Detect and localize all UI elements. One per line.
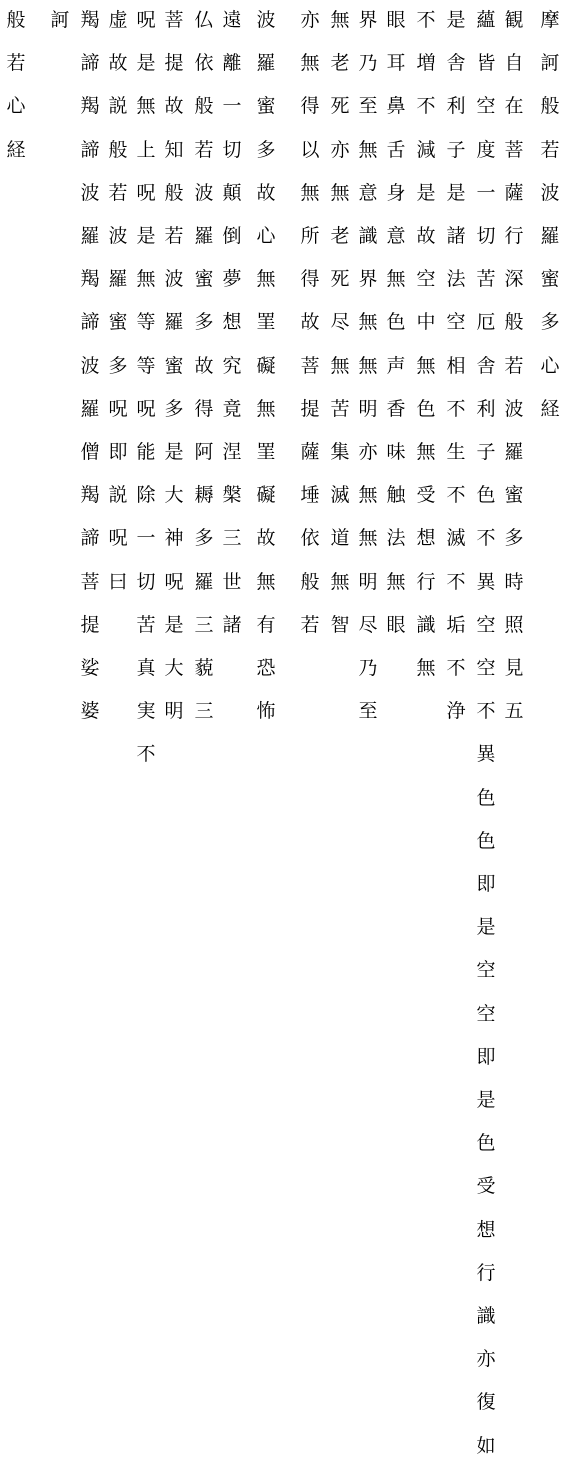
glyph: 即 — [476, 873, 496, 895]
glyph: 色 — [476, 829, 496, 852]
glyph: 老 — [330, 52, 350, 75]
glyph: 怖 — [256, 700, 276, 723]
glyph: 至 — [358, 700, 378, 723]
glyph: 等 — [136, 311, 156, 334]
glyph: 想 — [476, 1218, 496, 1241]
glyph: 行 — [476, 1261, 496, 1284]
glyph: 究 — [222, 354, 242, 377]
glyph: 罣 — [256, 311, 276, 334]
glyph: 異 — [476, 570, 496, 593]
glyph: 呪 — [136, 397, 156, 420]
glyph: 味 — [386, 441, 406, 463]
glyph: 老 — [330, 225, 350, 247]
glyph: 空 — [416, 268, 436, 291]
glyph: 眼 — [386, 613, 406, 636]
glyph: 無 — [358, 311, 378, 334]
glyph: 阿 — [194, 441, 214, 463]
glyph: 想 — [222, 311, 242, 334]
glyph: 波 — [540, 181, 560, 204]
glyph: 蜜 — [256, 95, 276, 118]
glyph: 中 — [416, 311, 436, 334]
glyph: 菩 — [504, 138, 524, 161]
glyph: 多 — [194, 311, 214, 334]
glyph: 心 — [6, 95, 26, 118]
glyph: 増 — [416, 52, 436, 75]
glyph: 死 — [330, 95, 350, 118]
glyph: 多 — [504, 527, 524, 550]
glyph: 虚 — [108, 9, 128, 31]
glyph: 羅 — [540, 225, 560, 247]
glyph: 諸 — [446, 225, 466, 247]
glyph: 埵 — [300, 484, 320, 507]
glyph: 礙 — [256, 484, 276, 507]
glyph: 大 — [164, 657, 184, 679]
glyph: 若 — [6, 52, 26, 75]
glyph: 明 — [358, 570, 378, 593]
glyph: 蜜 — [504, 484, 524, 507]
glyph: 真 — [136, 657, 156, 679]
glyph: 提 — [164, 52, 184, 75]
glyph: 諦 — [80, 311, 100, 334]
glyph: 蜜 — [108, 311, 128, 334]
glyph: 般 — [108, 138, 128, 161]
glyph: 摩 — [540, 9, 560, 31]
glyph: 不 — [416, 9, 436, 31]
glyph: 故 — [164, 95, 184, 118]
glyph: 若 — [108, 181, 128, 204]
glyph: 以 — [300, 138, 320, 161]
glyph: 有 — [256, 613, 276, 636]
glyph: 無 — [256, 268, 276, 291]
glyph: 是 — [476, 1089, 496, 1111]
glyph: 不 — [446, 570, 466, 593]
glyph: 亦 — [300, 9, 320, 31]
glyph: 不 — [136, 743, 156, 766]
glyph: 色 — [476, 786, 496, 809]
glyph: 菩 — [80, 570, 100, 593]
glyph: 倒 — [222, 225, 242, 247]
glyph: 故 — [256, 527, 276, 550]
glyph: 故 — [108, 52, 128, 75]
glyph: 般 — [6, 9, 26, 31]
glyph: 苦 — [330, 397, 350, 420]
glyph: 観 — [504, 9, 524, 31]
glyph: 眼 — [386, 9, 406, 31]
glyph: 照 — [504, 613, 524, 636]
glyph: 無 — [136, 268, 156, 291]
glyph: 不 — [446, 484, 466, 507]
glyph: 時 — [504, 570, 524, 593]
glyph: 故 — [256, 181, 276, 204]
glyph: 曰 — [108, 570, 128, 593]
glyph: 波 — [256, 9, 276, 31]
glyph: 尽 — [358, 613, 378, 636]
glyph: 法 — [386, 527, 406, 550]
glyph: 乃 — [358, 52, 378, 75]
glyph: 薩 — [504, 181, 524, 204]
glyph: 羯 — [80, 9, 100, 31]
glyph: 得 — [300, 95, 320, 118]
glyph: 子 — [476, 441, 496, 463]
glyph: 自 — [504, 52, 524, 75]
glyph: 耨 — [194, 484, 214, 507]
glyph: 身 — [386, 181, 406, 204]
glyph: 菩 — [300, 354, 320, 377]
glyph: 見 — [504, 657, 524, 679]
glyph: 一 — [136, 527, 156, 550]
glyph: 識 — [476, 1305, 496, 1327]
glyph: 多 — [108, 354, 128, 377]
glyph: 故 — [194, 354, 214, 377]
glyph: 皆 — [476, 52, 496, 75]
glyph: 心 — [256, 225, 276, 247]
glyph: 滅 — [330, 484, 350, 507]
glyph: 明 — [164, 700, 184, 723]
glyph: 空 — [476, 1002, 496, 1025]
glyph: 香 — [386, 397, 406, 420]
glyph: 一 — [476, 181, 496, 204]
glyph: 想 — [416, 527, 436, 550]
glyph: 識 — [416, 613, 436, 636]
glyph: 若 — [300, 613, 320, 636]
glyph: 減 — [416, 138, 436, 161]
glyph: 舎 — [446, 52, 466, 75]
glyph: 苦 — [476, 268, 496, 291]
glyph: 相 — [446, 354, 466, 377]
glyph: 提 — [300, 397, 320, 420]
glyph: 無 — [358, 354, 378, 377]
glyph: 無 — [256, 570, 276, 593]
glyph: 遠 — [222, 9, 242, 31]
glyph: 浄 — [446, 700, 466, 723]
glyph: 婆 — [80, 700, 100, 723]
glyph: 多 — [256, 138, 276, 161]
glyph: 訶 — [540, 52, 560, 75]
glyph: 蘊 — [476, 9, 496, 31]
glyph: 尽 — [330, 311, 350, 334]
glyph: 実 — [136, 700, 156, 723]
glyph: 羅 — [256, 52, 276, 75]
glyph: 波 — [504, 397, 524, 420]
glyph: 亦 — [330, 138, 350, 161]
glyph: 不 — [476, 700, 496, 723]
glyph: 度 — [476, 138, 496, 161]
glyph: 無 — [358, 138, 378, 161]
glyph: 生 — [446, 441, 466, 463]
glyph: 般 — [540, 95, 560, 118]
glyph: 是 — [476, 916, 496, 939]
glyph: 行 — [504, 225, 524, 247]
glyph: 切 — [136, 570, 156, 593]
glyph: 是 — [164, 441, 184, 463]
glyph: 無 — [416, 441, 436, 463]
glyph: 多 — [540, 311, 560, 334]
glyph: 無 — [330, 9, 350, 31]
glyph: 羅 — [80, 225, 100, 247]
glyph: 意 — [358, 181, 378, 204]
glyph: 諦 — [80, 138, 100, 161]
glyph: 羯 — [80, 484, 100, 507]
glyph: 般 — [164, 181, 184, 204]
glyph: 多 — [194, 527, 214, 550]
glyph: 無 — [416, 657, 436, 679]
glyph: 波 — [108, 225, 128, 247]
glyph: 無 — [300, 181, 320, 204]
glyph: 亦 — [358, 441, 378, 463]
glyph: 依 — [194, 52, 214, 75]
glyph: 不 — [416, 95, 436, 118]
glyph: 無 — [330, 570, 350, 593]
glyph: 無 — [136, 95, 156, 118]
glyph: 訶 — [50, 9, 70, 31]
glyph: 是 — [136, 52, 156, 75]
glyph: 藐 — [194, 657, 214, 679]
glyph: 在 — [504, 95, 524, 118]
glyph: 法 — [446, 268, 466, 291]
glyph: 即 — [108, 441, 128, 463]
glyph: 界 — [358, 9, 378, 31]
glyph: 知 — [164, 138, 184, 161]
glyph: 色 — [416, 397, 436, 420]
glyph: 垢 — [446, 613, 466, 636]
glyph: 諦 — [80, 52, 100, 75]
glyph: 復 — [476, 1391, 496, 1414]
glyph: 羅 — [194, 570, 214, 593]
glyph: 声 — [386, 354, 406, 377]
glyph: 礙 — [256, 354, 276, 377]
glyph: 諦 — [80, 527, 100, 550]
glyph: 多 — [164, 397, 184, 420]
glyph: 僧 — [80, 441, 100, 463]
glyph: 道 — [330, 527, 350, 550]
glyph: 羯 — [80, 95, 100, 118]
glyph: 呪 — [136, 9, 156, 31]
glyph: 波 — [80, 354, 100, 377]
glyph: 三 — [194, 613, 214, 636]
glyph: 般 — [194, 95, 214, 118]
glyph: 受 — [476, 1175, 496, 1198]
glyph: 是 — [446, 9, 466, 31]
glyph: 波 — [194, 181, 214, 204]
glyph: 無 — [256, 397, 276, 420]
glyph: 行 — [416, 570, 436, 593]
glyph: 界 — [358, 268, 378, 291]
glyph: 説 — [108, 95, 128, 118]
glyph: 色 — [386, 311, 406, 334]
glyph: 能 — [136, 441, 156, 463]
glyph: 羅 — [164, 311, 184, 334]
glyph: 無 — [386, 570, 406, 593]
glyph: 子 — [446, 138, 466, 161]
glyph: 一 — [222, 95, 242, 118]
glyph: 羅 — [80, 397, 100, 420]
glyph: 上 — [136, 138, 156, 161]
glyph: 蜜 — [194, 268, 214, 291]
glyph: 得 — [194, 397, 214, 420]
glyph: 若 — [504, 354, 524, 377]
glyph: 是 — [164, 613, 184, 636]
glyph: 即 — [476, 1045, 496, 1068]
glyph: 羅 — [194, 225, 214, 247]
glyph: 提 — [80, 613, 100, 636]
glyph: 亦 — [476, 1348, 496, 1371]
glyph: 説 — [108, 484, 128, 507]
glyph: 利 — [446, 95, 466, 118]
glyph: 若 — [540, 138, 560, 161]
glyph: 無 — [358, 484, 378, 507]
glyph: 識 — [358, 225, 378, 247]
glyph: 顛 — [222, 181, 242, 204]
glyph: 般 — [300, 570, 320, 593]
glyph: 耳 — [386, 52, 406, 75]
glyph: 滅 — [446, 527, 466, 550]
glyph: 三 — [194, 700, 214, 723]
glyph: 触 — [386, 484, 406, 507]
glyph: 切 — [222, 138, 242, 161]
glyph: 羅 — [108, 268, 128, 291]
glyph: 蜜 — [164, 354, 184, 377]
glyph: 波 — [164, 268, 184, 291]
glyph: 空 — [476, 95, 496, 118]
glyph: 異 — [476, 743, 496, 766]
glyph: 乃 — [358, 657, 378, 679]
glyph: 経 — [6, 138, 26, 161]
glyph: 空 — [446, 311, 466, 334]
glyph: 世 — [222, 570, 242, 593]
glyph: 舌 — [386, 138, 406, 161]
glyph: 得 — [300, 268, 320, 291]
glyph: 不 — [446, 397, 466, 420]
glyph: 舎 — [476, 354, 496, 377]
glyph: 恐 — [256, 657, 276, 679]
glyph: 苦 — [136, 613, 156, 636]
glyph: 呪 — [164, 570, 184, 593]
glyph: 除 — [136, 484, 156, 507]
glyph: 五 — [504, 700, 524, 723]
glyph: 明 — [358, 397, 378, 420]
glyph: 空 — [476, 613, 496, 636]
glyph: 三 — [222, 527, 242, 550]
glyph: 智 — [330, 613, 350, 636]
glyph: 羯 — [80, 268, 100, 291]
glyph: 若 — [164, 225, 184, 247]
glyph: 薩 — [300, 441, 320, 463]
glyph: 諸 — [222, 613, 242, 636]
glyph: 呪 — [108, 527, 128, 550]
glyph: 不 — [446, 657, 466, 679]
glyph: 波 — [80, 181, 100, 204]
glyph: 呪 — [108, 397, 128, 420]
glyph: 空 — [476, 657, 496, 679]
glyph: 呪 — [136, 181, 156, 204]
glyph: 深 — [504, 268, 524, 291]
glyph: 無 — [416, 354, 436, 377]
glyph: 是 — [446, 181, 466, 204]
glyph: 依 — [300, 527, 320, 550]
glyph: 夢 — [222, 268, 242, 291]
glyph: 槃 — [222, 484, 242, 507]
glyph: 娑 — [80, 657, 100, 679]
glyph: 是 — [136, 225, 156, 247]
glyph: 無 — [358, 527, 378, 550]
glyph: 竟 — [222, 397, 242, 420]
glyph: 無 — [386, 268, 406, 291]
glyph: 至 — [358, 95, 378, 118]
glyph: 大 — [164, 484, 184, 507]
glyph: 集 — [330, 441, 350, 463]
glyph: 是 — [416, 181, 436, 204]
glyph: 利 — [476, 397, 496, 420]
glyph: 経 — [540, 397, 560, 420]
glyph: 如 — [476, 1434, 496, 1457]
glyph: 無 — [300, 52, 320, 75]
glyph: 故 — [416, 225, 436, 247]
glyph: 蜜 — [540, 268, 560, 291]
glyph: 切 — [476, 225, 496, 247]
glyph: 涅 — [222, 441, 242, 463]
glyph: 不 — [476, 527, 496, 550]
glyph: 受 — [416, 484, 436, 507]
glyph: 羅 — [504, 441, 524, 463]
glyph: 神 — [164, 527, 184, 550]
glyph: 罣 — [256, 441, 276, 463]
glyph: 鼻 — [386, 95, 406, 118]
glyph: 般 — [504, 311, 524, 334]
glyph: 心 — [540, 354, 560, 377]
glyph: 死 — [330, 268, 350, 291]
glyph: 無 — [330, 354, 350, 377]
glyph: 空 — [476, 959, 496, 982]
glyph: 色 — [476, 1132, 496, 1155]
glyph: 仏 — [194, 9, 214, 31]
glyph: 厄 — [476, 311, 496, 334]
glyph: 色 — [476, 484, 496, 507]
glyph: 等 — [136, 354, 156, 377]
glyph: 意 — [386, 225, 406, 247]
glyph: 無 — [330, 181, 350, 204]
glyph: 若 — [194, 138, 214, 161]
glyph: 菩 — [164, 9, 184, 31]
glyph: 所 — [300, 225, 320, 247]
glyph: 故 — [300, 311, 320, 334]
glyph: 離 — [222, 52, 242, 75]
